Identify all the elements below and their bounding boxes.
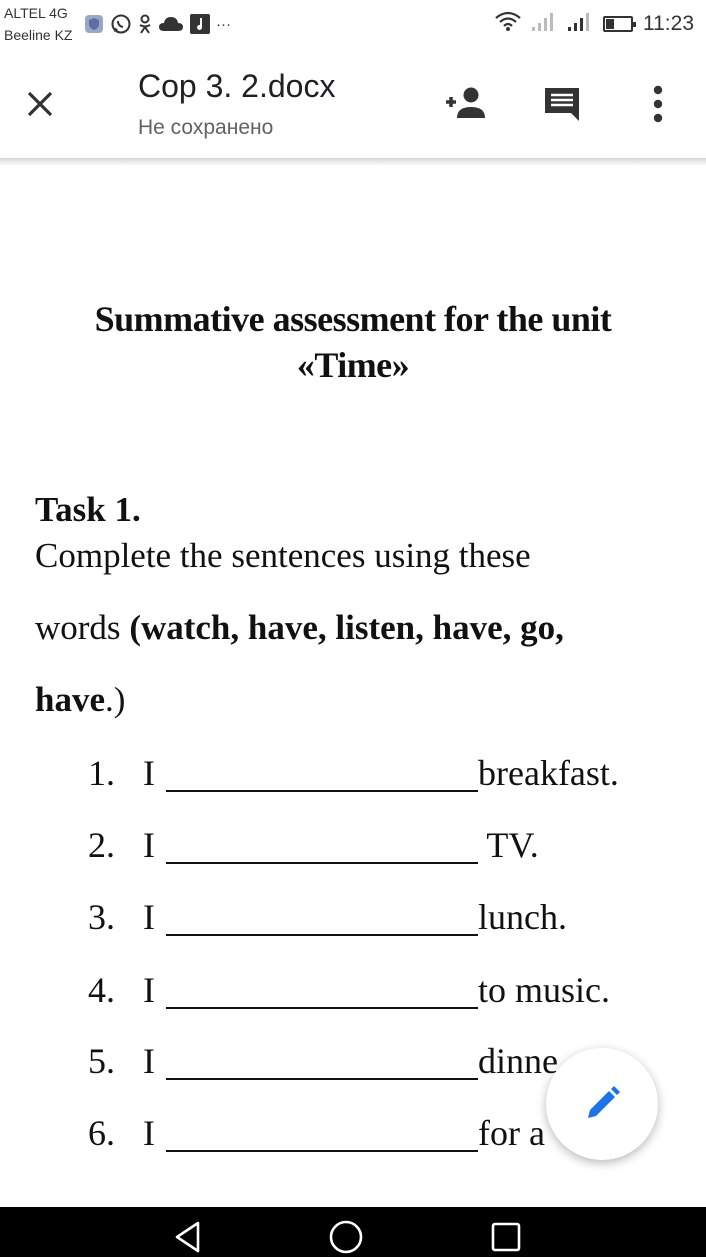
assessment-title-line-1: Summative assessment for the unit: [94, 299, 612, 339]
instruction-word-list: (watch, have, listen, have, go,: [129, 608, 564, 647]
document-title: Сор 3. 2.docx: [138, 68, 336, 104]
item-ending: to music.: [478, 970, 610, 1010]
item-pronoun: I: [143, 1041, 155, 1081]
task-heading: Task 1.: [35, 490, 141, 529]
item-pronoun: I: [143, 753, 155, 793]
share-button[interactable]: [442, 80, 490, 128]
more-options-button[interactable]: [634, 80, 682, 128]
instruction-word-last: have: [35, 680, 105, 719]
item-pronoun: I: [143, 825, 155, 865]
answer-blank: [166, 1150, 478, 1152]
item-number: 3.: [88, 897, 115, 937]
signal-1-icon: [531, 10, 557, 38]
back-icon: [173, 1220, 203, 1254]
instruction-words-prefix: words: [35, 608, 130, 647]
instruction-close: .): [105, 680, 126, 719]
add-person-icon: [442, 84, 490, 124]
item-ending: for a: [478, 1113, 545, 1153]
status-bar: [0, 0, 706, 48]
item-ending: breakfast.: [478, 753, 619, 793]
answer-blank: [166, 1007, 478, 1009]
home-icon: [328, 1219, 364, 1255]
system-nav-bar: [0, 1207, 706, 1257]
instruction-line-3: [35, 680, 125, 720]
notification-icons: [84, 12, 231, 36]
answer-blank: [166, 790, 478, 792]
answer-blank: [166, 934, 478, 936]
item-ending: TV.: [478, 825, 539, 865]
close-icon: [26, 90, 54, 118]
comment-button[interactable]: [538, 80, 586, 128]
carrier-secondary: Beeline KZ: [4, 27, 73, 43]
system-indicators: [495, 10, 694, 38]
item-pronoun: I: [143, 897, 155, 937]
item-number: 2.: [88, 825, 115, 865]
nav-home-button[interactable]: [326, 1217, 366, 1257]
nav-recents-button[interactable]: [486, 1217, 526, 1257]
carrier-primary: ALTEL 4G: [4, 5, 68, 21]
music-icon: [190, 14, 210, 34]
item-number: 1.: [88, 753, 115, 793]
app-shield-icon: [84, 14, 104, 34]
signal-2-icon: [567, 10, 593, 38]
item-number: 4.: [88, 970, 115, 1010]
item-ending: dinne: [478, 1041, 558, 1081]
save-status: Не сохранено: [138, 116, 274, 139]
wifi-icon: [495, 10, 521, 38]
item-number: 6.: [88, 1113, 115, 1153]
cloud-icon: [158, 15, 184, 33]
assessment-title-line-2: «Time»: [296, 345, 410, 385]
instruction-line-1: Complete the sentences using these: [35, 536, 531, 575]
nav-back-button[interactable]: [168, 1217, 208, 1257]
more-notifications-indicator: ···: [216, 15, 231, 33]
edit-pencil-icon: [582, 1084, 622, 1124]
close-button[interactable]: [22, 86, 58, 122]
battery-icon: [603, 16, 633, 32]
answer-blank: [166, 1078, 478, 1080]
item-number: 5.: [88, 1041, 115, 1081]
item-ending: lunch.: [478, 897, 567, 937]
odnoklassniki-icon: [138, 14, 152, 34]
item-pronoun: I: [143, 970, 155, 1010]
item-pronoun: I: [143, 1113, 155, 1153]
recents-icon: [490, 1221, 522, 1253]
answer-blank: [166, 862, 478, 864]
app-bar-shadow: [0, 158, 706, 166]
clock: 11:23: [643, 12, 694, 35]
edit-fab-button[interactable]: [546, 1048, 658, 1160]
instruction-line-2: [35, 608, 564, 648]
comment-icon: [542, 84, 582, 124]
whatsapp-icon: [110, 13, 132, 35]
more-vert-icon: [652, 84, 664, 124]
app-bar: [0, 48, 706, 158]
